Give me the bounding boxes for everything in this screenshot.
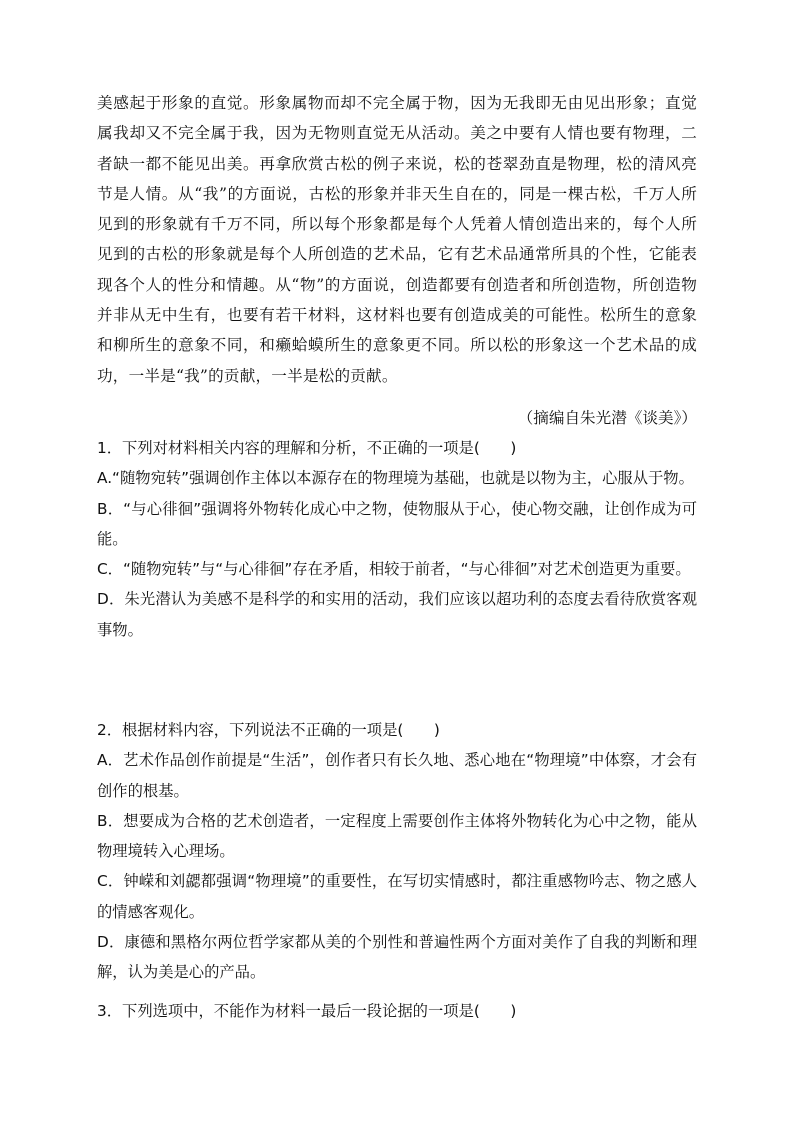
question-stem: 2．根据材料内容，下列说法不正确的一项是( ) [97,721,440,739]
option-d: D．朱光潜认为美感不是科学的和实用的活动，我们应该以超功利的态度去看待欣赏客观事物。 [97,590,697,639]
question-stem: 3．下列选项中，不能作为材料一最后一段论据的一项是( ) [97,1002,517,1020]
option-c: C．“随物宛转”与“与心徘徊”存在矛盾，相较于前者，“与心徘徊”对艺术创造更为重要。 [97,560,691,579]
option-b: B．“与心徘徊”强调将外物转化成心中之物，使物服从于心，使心物交融，让创作成为可能。 [97,499,697,548]
question-2 [97,715,697,988]
option-c: C．钟嵘和刘勰都强调“物理境”的重要性，在写切实情感时，都注重感物吟志、物之感人的情感客观化。 [97,872,697,921]
question-1 [97,433,697,645]
question-stem: 1．下列对材料相关内容的理解和分析，不正确的一项是( ) [97,439,517,457]
option-a: A．艺术作品创作前提是“生活”，创作者只有长久地、悉心地在“物理境”中体察，才会有创作的根基。 [97,751,697,800]
option-b: B．想要成为合格的艺术创造者，一定程度上需要创作主体将外物转化为心中之物，能从物理境转入心理场。 [97,811,697,861]
option-d: D．康德和黑格尔两位哲学家都从美的个别性和普遍性两个方面对美作了自我的判断和理解，认为美是心的产品。 [97,933,697,982]
question-3 [97,996,697,1026]
passage-source: （摘编自朱光潜《谈美》） [517,409,697,427]
passage [97,88,697,391]
option-a: A.“随物宛转”强调创作主体以本源存在的物理境为基础，也就是以物为主，心服从于物。 [97,469,694,488]
passage-text: 美感起于形象的直觉。形象属物而却不完全属于物，因为无我即无由见出形象；直觉属我却又不完全属于我，因为无物则直觉无从活动。美之中要有人情也要有物理，二者缺一都不能见出美。再拿欣赏古松的例子来说，松的苍翠劲直是物理，松的清风亮节是人情。从“我”的方面说，古松的形象并非天生自在的，同是一棵古松，千万人所见到的形象就有千万不同，所以每个形象都是每个人凭着人情创造出来的，每个人所见到的古松的形象就是每个人所创造的艺术品，它有艺术品通常所具的个性，它能表现各个人的性分和情趣。从“物”的方面说，创造都要有创造者和所创造物，所创造物并非从无中生有，也要有若干材料，这材料也要有创造成美的可能性。松所生的意象和柳所生的意象不同，和癞蛤蟆所生的意象更不同。所以松的形象这一个艺术品的成功，一半是“我”的贡献，一半是松的贡献。 [97,94,697,385]
